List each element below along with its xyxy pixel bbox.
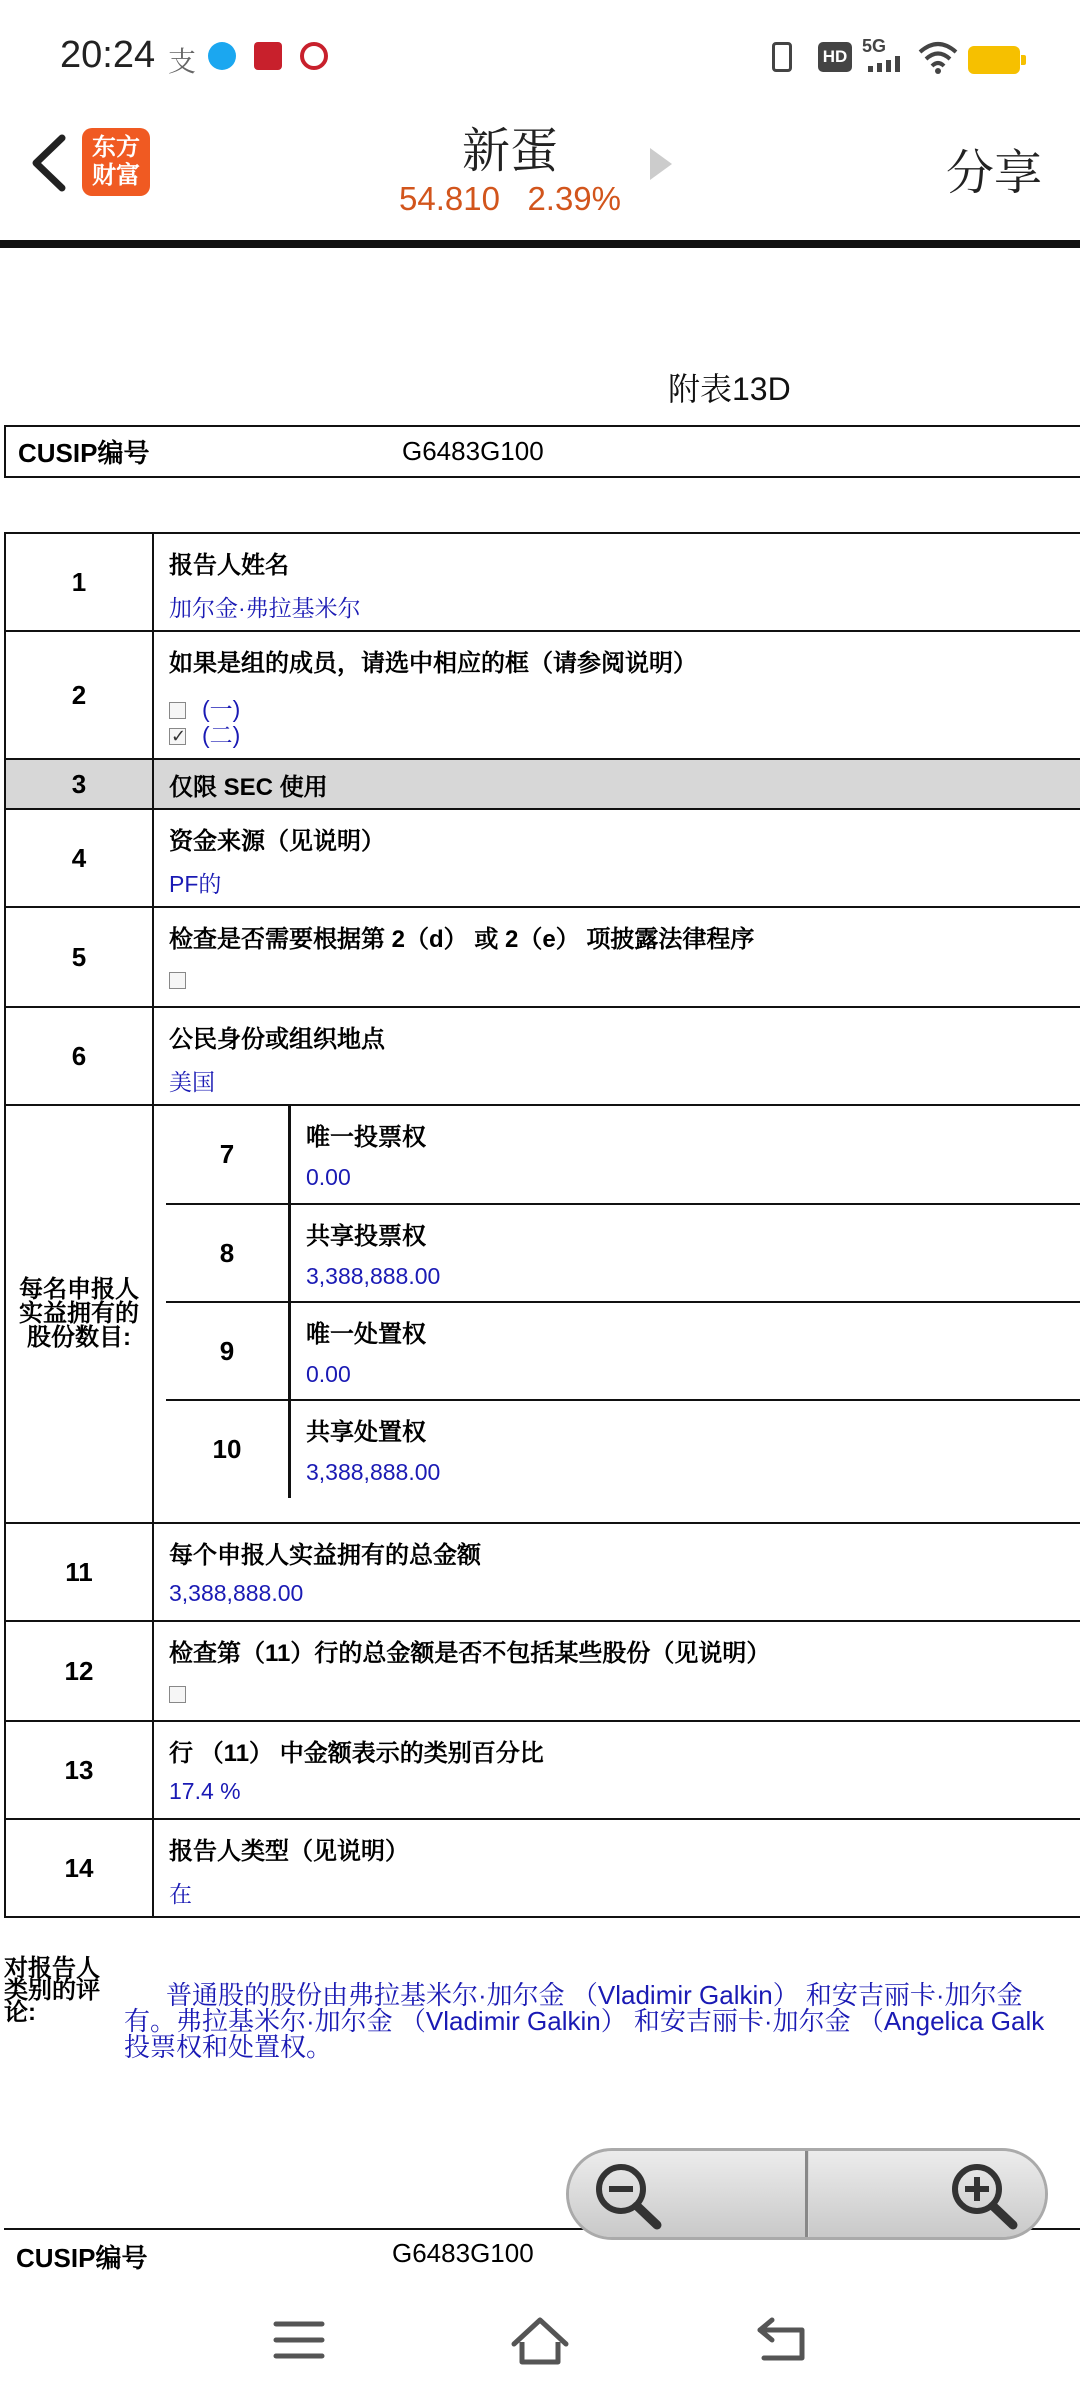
shares-section	[5, 1105, 1080, 1523]
status-time: 20:24	[60, 34, 156, 76]
table-row	[5, 759, 1080, 809]
back-arrow-icon[interactable]	[20, 128, 80, 208]
row-label: 检查第（11）行的总金额是否不包括某些股份（见说明）	[169, 1640, 771, 1667]
group-option-b[interactable]	[155, 722, 1080, 748]
zoom-in-icon	[809, 2151, 1045, 2237]
qq-icon	[208, 42, 236, 70]
row-number: 5	[5, 907, 153, 1007]
row-value: 3,388,888.00	[306, 1459, 441, 1485]
shares-row	[166, 1302, 1080, 1400]
row-number: 12	[5, 1621, 153, 1721]
shares-label: 每名申报人实益拥有的股份数目:	[5, 1105, 153, 1523]
table-row	[5, 533, 1080, 631]
row-label: 如果是组的成员，请选中相应的框（请参阅说明）	[169, 650, 697, 677]
row-label: 每个申报人实益拥有的总金额	[169, 1542, 481, 1569]
row-number: 14	[5, 1819, 153, 1917]
row-number: 2	[5, 631, 153, 759]
row-label: 共享投票权	[306, 1223, 426, 1250]
table-row	[5, 1621, 1080, 1721]
stock-name: 新蛋	[461, 125, 558, 178]
row-value: 在	[169, 1881, 192, 1907]
menu-icon[interactable]	[272, 2318, 326, 2367]
row-value: 17.4 %	[169, 1778, 241, 1804]
logo-text-2: 财富	[92, 162, 140, 189]
cusip-label: CUSIP编号	[18, 438, 150, 468]
checkbox[interactable]	[169, 972, 186, 989]
shares-row	[166, 1204, 1080, 1302]
zoom-in-button[interactable]	[809, 2151, 1045, 2237]
row-number: 11	[5, 1523, 153, 1621]
row-label: 报告人类型（见说明）	[169, 1838, 409, 1865]
row-label: 报告人姓名	[169, 552, 289, 579]
bank-icon	[300, 42, 328, 70]
row-value: 3,388,888.00	[306, 1263, 441, 1289]
home-icon[interactable]	[508, 2314, 572, 2371]
row-value: 3,388,888.00	[169, 1580, 304, 1606]
shares-row	[166, 1400, 1080, 1498]
row-value: 0.00	[306, 1361, 351, 1387]
checkbox-checked[interactable]	[169, 728, 186, 745]
cusip-table	[4, 425, 1080, 478]
hd-icon: HD	[818, 42, 852, 72]
row-label: 检查是否需要根据第 2（d） 或 2（e） 项披露法律程序	[169, 926, 755, 953]
back-nav-icon[interactable]	[754, 2316, 810, 2369]
option-b-label: (二)	[202, 722, 241, 748]
row-label: 共享处置权	[306, 1419, 426, 1446]
row-number: 8	[166, 1204, 290, 1302]
table-row	[5, 1007, 1080, 1105]
table-row	[5, 631, 1080, 759]
row-label: 仅限 SEC 使用	[169, 773, 328, 801]
table-row	[5, 1721, 1080, 1819]
signal-icon	[866, 56, 906, 72]
table-row	[5, 809, 1080, 907]
share-button[interactable]: 分享	[945, 147, 1042, 200]
row-label: 行 （11） 中金额表示的类别百分比	[169, 1740, 544, 1767]
form-table	[4, 532, 1080, 1918]
table-row	[5, 1523, 1080, 1621]
cusip-value: G6483G100	[392, 2238, 534, 2268]
shares-table	[166, 1106, 1080, 1498]
table-row	[5, 1819, 1080, 1917]
header-divider	[0, 240, 1080, 248]
table-row	[5, 907, 1080, 1007]
row-number: 7	[166, 1106, 290, 1204]
row-value: 美国	[169, 1069, 215, 1095]
checkbox[interactable]	[169, 702, 186, 719]
row-value: 加尔金·弗拉基米尔	[169, 595, 361, 621]
eastmoney-logo[interactable]	[82, 128, 150, 196]
alipay-icon: 支	[168, 46, 197, 77]
comment-line: 普通股的股份由弗拉基米尔·加尔金 （Vladimir Galkin） 和安吉丽卡·加尔金	[166, 1982, 1023, 2010]
row-number: 10	[166, 1400, 290, 1498]
price-value: 54.810	[398, 180, 500, 217]
row-number: 6	[5, 1007, 153, 1105]
price-change: 2.39%	[527, 180, 622, 217]
cusip-value: G6483G100	[402, 436, 544, 466]
wifi-icon	[918, 40, 958, 74]
document-title: 附表13D	[668, 371, 791, 407]
zoom-out-icon	[569, 2151, 805, 2237]
comment-line: 投票权和处置权。	[124, 2032, 333, 2060]
shares-row	[166, 1106, 1080, 1204]
logo-text-1: 东方	[92, 134, 140, 161]
row-value: PF的	[169, 871, 222, 897]
play-icon[interactable]	[650, 148, 672, 180]
app-icon	[254, 42, 282, 70]
cusip-label: CUSIP编号	[16, 2243, 148, 2273]
network-label: 5G	[862, 36, 887, 56]
row-label: 唯一投票权	[306, 1124, 426, 1151]
row-number: 13	[5, 1721, 153, 1819]
zoom-out-button[interactable]	[569, 2151, 808, 2237]
checkbox[interactable]	[169, 1686, 186, 1703]
vibrate-icon	[772, 42, 792, 72]
row-value: 0.00	[306, 1164, 351, 1190]
row-label: 资金来源（见说明）	[169, 828, 385, 855]
row-label: 唯一处置权	[306, 1321, 426, 1348]
comment-label: 对报告人类别的评论:	[4, 1955, 100, 2026]
group-option-a[interactable]	[155, 696, 1080, 722]
stock-price	[380, 180, 640, 218]
zoom-controls	[566, 2148, 1048, 2240]
battery-icon	[968, 46, 1020, 74]
row-number: 4	[5, 809, 153, 907]
comment-line: 有。弗拉基米尔·加尔金 （Vladimir Galkin） 和安吉丽卡·加尔金 （Angelica Galk	[124, 2006, 1045, 2036]
row-label: 公民身份或组织地点	[169, 1026, 385, 1053]
system-nav-bar	[0, 2300, 1080, 2400]
comment-text	[124, 1982, 1080, 2060]
option-a-label: (一)	[202, 696, 241, 722]
row-number: 9	[166, 1302, 290, 1400]
row-number: 1	[5, 533, 153, 631]
row-number: 3	[5, 759, 153, 809]
